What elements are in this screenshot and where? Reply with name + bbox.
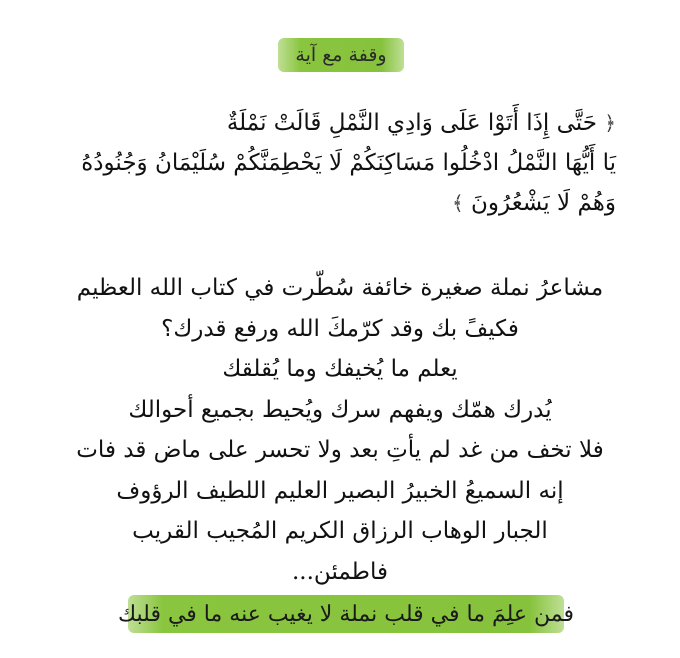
page-title: وقفة مع آية (295, 44, 387, 66)
footer-banner (117, 595, 575, 633)
verse-text-3: وَهُمْ لَا يَشْعُرُونَ (471, 190, 616, 216)
verse-line-3 (86, 183, 616, 223)
poem-line: يُدرك همّك ويفهم سرك ويُحيط بجميع أحوالك (128, 396, 552, 423)
verse-text-2: يَا أَيُّهَا النَّمْلُ ادْخُلُوا مَسَاكِنَكُمْ لَا يَحْطِمَنَّكُمْ سُلَيْمَانُ وَجُنُودُهُ (81, 150, 616, 176)
poem-line: إنه السميعُ الخبيرُ البصير العليم اللطيف الرؤوف (116, 477, 564, 504)
footer-text: فمن علِمَ ما في قلب نملة لا يغيب عنه ما في قلبك (117, 601, 575, 627)
title-banner (278, 38, 404, 72)
verse-open-mark: ﴿ (604, 111, 616, 135)
poem-block (60, 268, 620, 592)
verse-text-1: حَتَّى إِذَا أَتَوْا عَلَى وَادِي النَّمْلِ قَالَتْ نَمْلَةٌ (226, 110, 597, 136)
poem-line: فكيفً بك وقد كرّمكَ الله ورفع قدرك؟ (161, 315, 519, 342)
verse-line-1 (86, 103, 616, 143)
poem-line: فاطمئن... (292, 558, 388, 585)
poem-line: فلا تخف من غد لم يأتِ بعد ولا تحسر على ماض قد فات (76, 437, 604, 463)
poem-line: يعلم ما يُخيفك وما يُقلقك (222, 356, 458, 382)
verse-close-mark: ﴾ (451, 191, 464, 215)
poem-line: مشاعرُ نملة صغيرة خائفة سُطّرت في كتاب الله العظيم (76, 275, 604, 301)
verse-line-2 (81, 143, 616, 183)
poem-line: الجبار الوهاب الرزاق الكريم المُجيب القريب (132, 518, 548, 544)
